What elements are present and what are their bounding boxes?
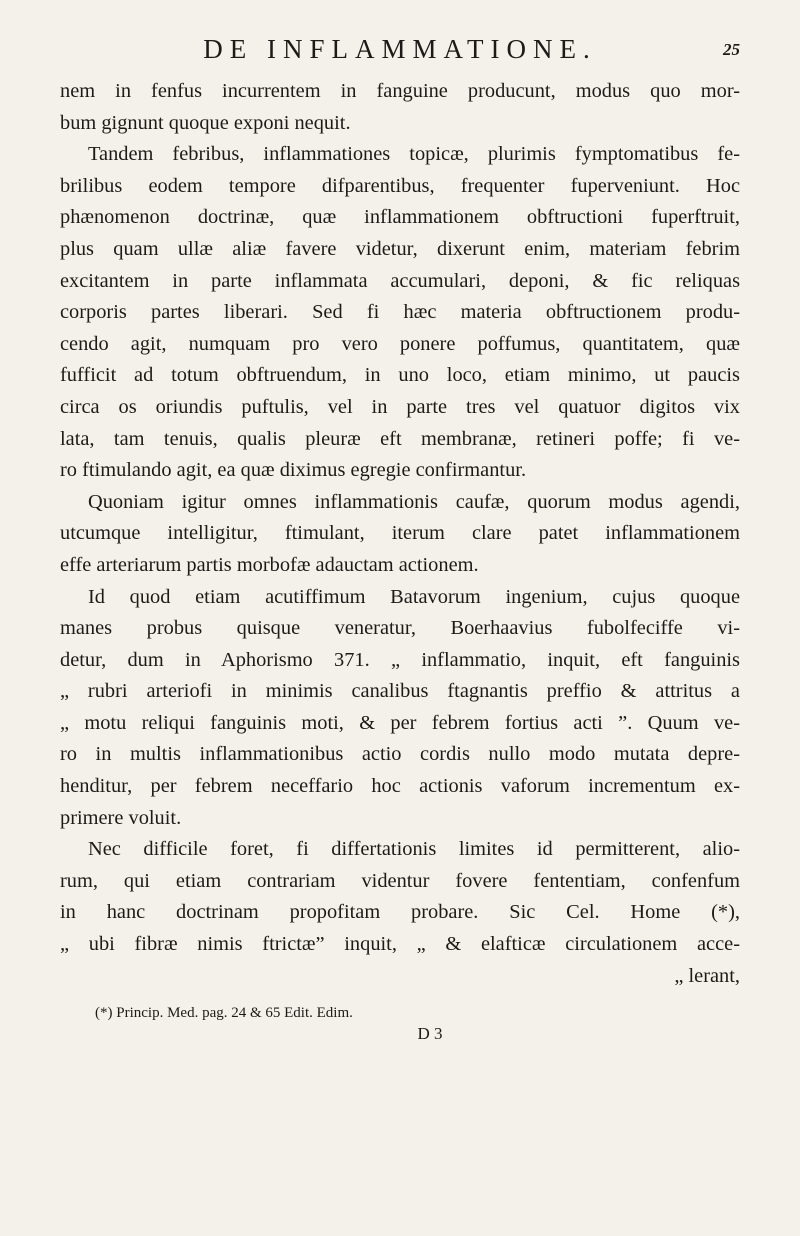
- text-line: manes probus quisque veneratur, Boerhaavius fubolfeciffe vi-: [60, 617, 740, 640]
- text-line: primere voluit.: [60, 806, 182, 829]
- text-line: „ ubi fibræ nimis ftrictæ” inquit, „ & elafticæ circulationem acce-: [60, 933, 740, 956]
- text-line: ro ftimulando agit, ea quæ diximus egregie confirmantur.: [60, 459, 527, 482]
- text-line: Id quod etiam acutiffimum Batavorum ingenium, cujus quoque: [88, 585, 740, 608]
- text-line: Nec difficile foret, fi differtationis limites id permitterent, alio-: [88, 838, 740, 861]
- text-line: utcumque intelligitur, ftimulant, iterum clare patet inflammationem: [60, 522, 740, 545]
- text-line: fufficit ad totum obftruendum, in uno loco, etiam minimo, ut paucis: [60, 364, 740, 387]
- text-line: ro in multis inflammationibus actio cordis nullo modo mutata depre-: [60, 743, 740, 766]
- text-line: nem in fenfus incurrentem in fanguine producunt, modus quo mor-: [60, 80, 740, 102]
- text-line: lata, tam tenuis, qualis pleuræ eft membranæ, retineri poffe; fi ve-: [60, 427, 740, 450]
- text-line: detur, dum in Aphorismo 371. „ inflammatio, inquit, eft fanguinis: [60, 648, 740, 671]
- text-line: bum gignunt quoque exponi nequit.: [60, 111, 351, 134]
- text-line: „ rubri arteriofi in minimis canalibus ftagnantis preffio & attritus a: [60, 680, 740, 703]
- text-line: plus quam ullæ aliæ favere videtur, dixerunt enim, materiam febrim: [60, 237, 740, 260]
- text-line: phænomenon doctrinæ, quæ inflammationem obftructioni fuperftruit,: [60, 206, 740, 229]
- page-number: 25: [723, 40, 740, 59]
- running-title: DE INFLAMMATIONE.: [203, 34, 597, 64]
- text-line: „ motu reliqui fanguinis moti, & per febrem fortius acti ”. Quum ve-: [60, 711, 740, 734]
- text-line: Quoniam igitur omnes inflammationis caufæ, quorum modus agendi,: [88, 490, 740, 513]
- body-text: [60, 76, 740, 992]
- catchword: „ lerant,: [674, 964, 740, 987]
- text-line: in hanc doctrinam propofitam probare. Sic Cel. Home (*),: [60, 901, 740, 924]
- text-line: rum, qui etiam contrariam videntur fovere fententiam, confenfum: [60, 869, 740, 892]
- footnote: (*) Princip. Med. pag. 24 & 65 Edit. Edim.: [95, 1005, 353, 1022]
- text-line: henditur, per febrem neceffario hoc actionis vaforum incrementum ex-: [60, 775, 740, 798]
- text-line: circa os oriundis puftulis, vel in parte tres vel quatuor digitos vix: [60, 395, 740, 418]
- signature-mark: D 3: [417, 1024, 443, 1044]
- text-line: excitantem in parte inflammata accumulari, deponi, & fic reliquas: [60, 269, 740, 292]
- text-line: effe arteriarum partis morbofæ adauctam actionem.: [60, 553, 479, 576]
- running-head: [60, 28, 740, 68]
- text-line: Tandem febribus, inflammationes topicæ, plurimis fymptomatibus fe-: [88, 143, 740, 166]
- text-line: cendo agit, numquam pro vero ponere poffumus, quantitatem, quæ: [60, 332, 740, 355]
- text-line: brilibus eodem tempore difparentibus, frequenter fuperveniunt. Hoc: [60, 174, 740, 197]
- text-line: corporis partes liberari. Sed fi hæc materia obftructionem produ-: [60, 301, 740, 324]
